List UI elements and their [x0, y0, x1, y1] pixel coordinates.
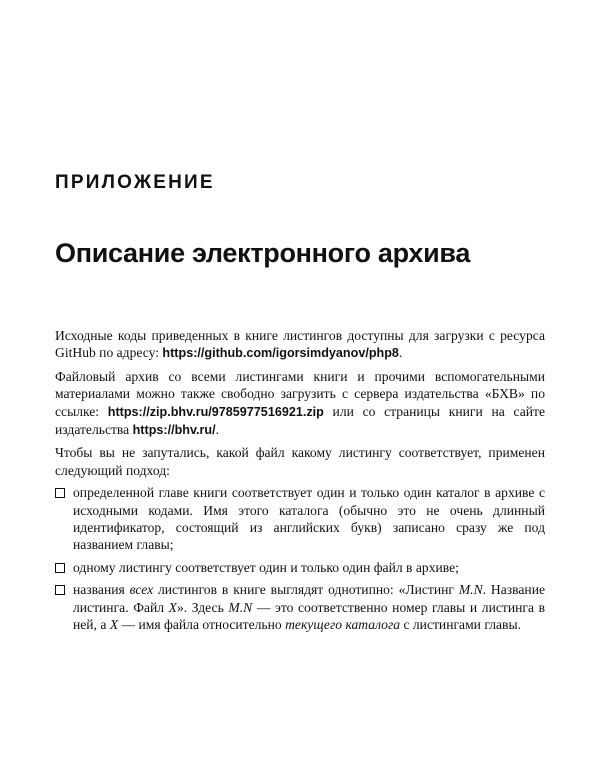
page-title: Описание электронного архива [55, 238, 471, 268]
list-item: одному листингу соответствует один и только один файл в архиве; [55, 559, 545, 576]
paragraph-approach: Чтобы вы не запутались, какой файл какому листингу соответствует, применен следующий подход: [55, 445, 545, 478]
page-body [55, 327, 545, 639]
paragraph-archive: Файловый архив со всеми листингами книги и прочими вспомогательными материалами можно также свободно загрузить с сервера издательства «БХВ» по ссылке: https://zip.bhv.ru/9785977516921.zip или со страницы книги на сайте издательства https://bhv.ru/. [55, 368, 545, 438]
list-item: названия всех листингов в книге выглядят однотипно: «Листинг M.N. Название листинга. Файл X». Здесь M.N — это соответственно номер главы и листинга в ней, а X — имя файла относительно текущего каталога с листингами главы. [55, 581, 545, 633]
bhv-link: https://bhv.ru/ [132, 423, 216, 438]
zip-link: https://zip.bhv.ru/9785977516921.zip [107, 404, 324, 419]
appendix-label: ПРИЛОЖЕНИЕ [55, 172, 215, 193]
bullet-list [55, 484, 545, 633]
checkbox-bullet-icon [55, 563, 65, 573]
github-link: https://github.com/igorsimdyanov/php8 [162, 346, 399, 361]
checkbox-bullet-icon [55, 488, 65, 498]
checkbox-bullet-icon [55, 585, 65, 595]
list-item: определенной главе книги соответствует один и только один каталог в архиве с исходными кодами. Имя этого каталога (обычно это не очень длинный идентификатор, состоящий из английских букв) записано сразу же под названием главы; [55, 484, 545, 554]
paragraph-github: Исходные коды приведенных в книге листингов доступны для загрузки с ресурса GitHub по адресу: https://github.com/igorsimdyanov/php8. [55, 328, 545, 361]
